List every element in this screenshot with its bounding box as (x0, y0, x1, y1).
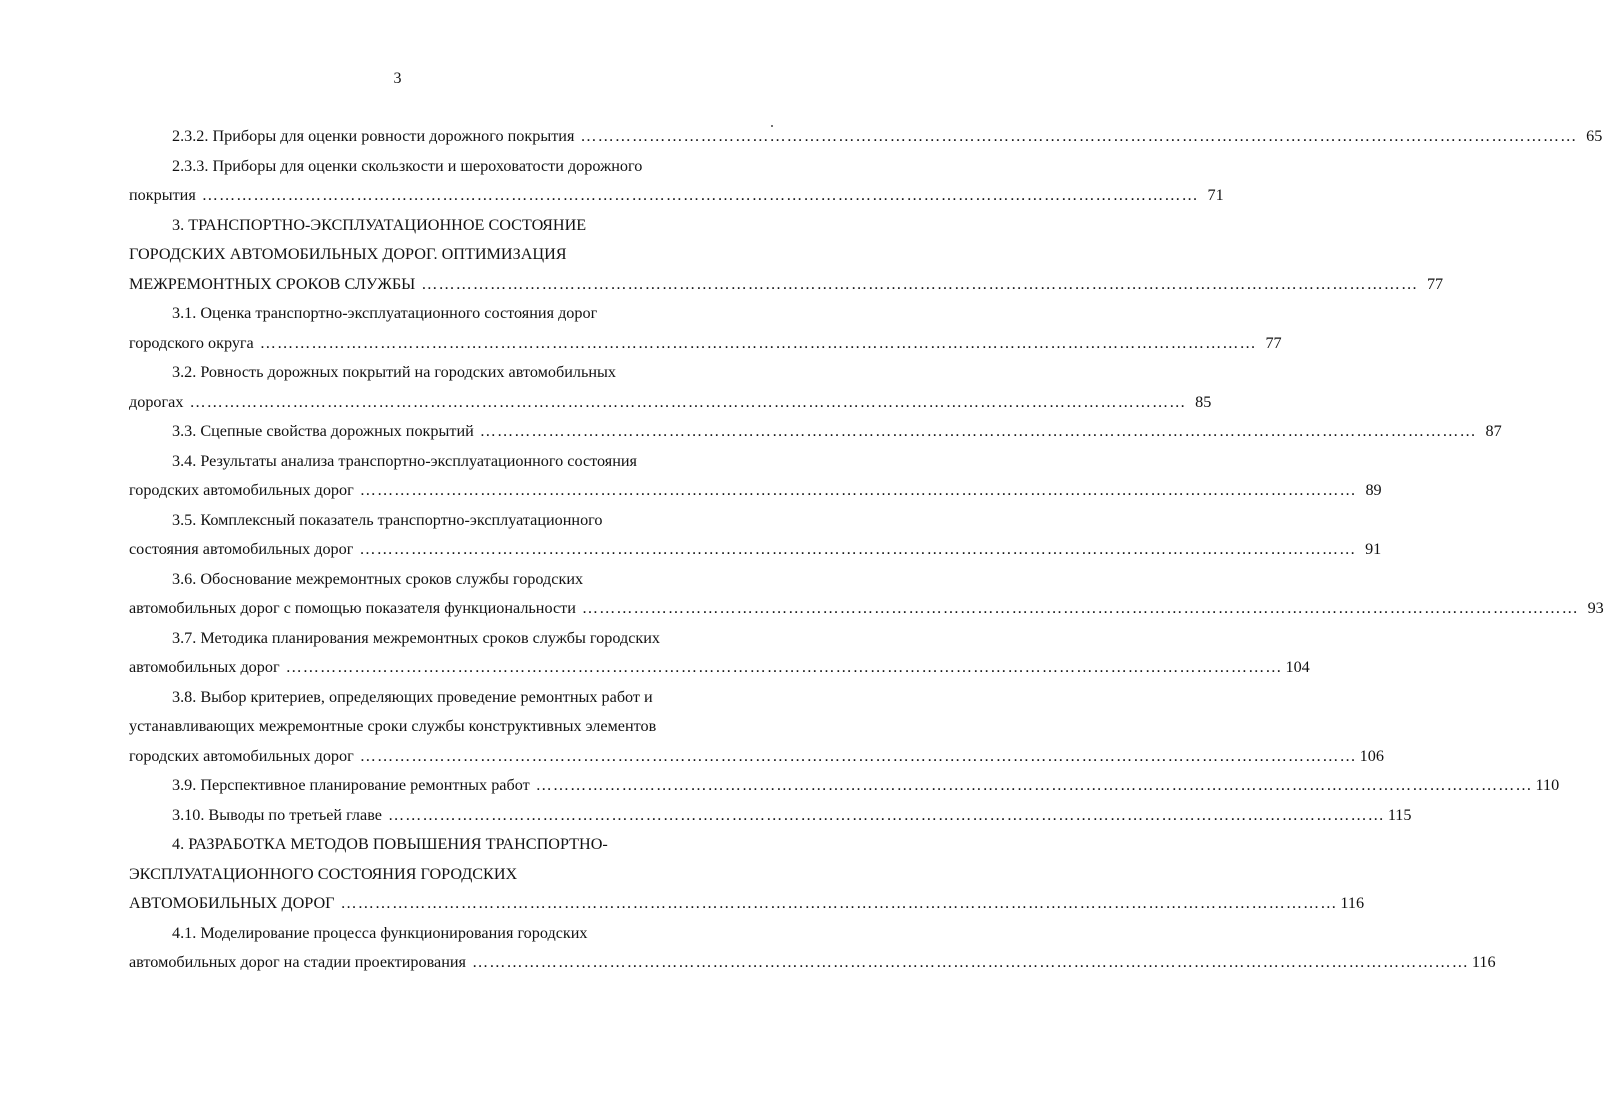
dot-leader: ………………………………………………………………………………………………………………………………………………………… (580, 127, 1578, 145)
toc-entry-title: городских автомобильных дорог (129, 746, 354, 765)
toc-page-number: 93 (1587, 599, 1604, 617)
toc-page-number: 116 (1471, 953, 1496, 971)
toc-entry-title: автомобильных дорог (129, 658, 280, 676)
toc-page-number: 87 (1485, 422, 1502, 440)
toc-entry-line: 3.1. Оценка транспортно-эксплуатационного состояния дорог (172, 304, 598, 322)
toc-entry-title: автомобильных дорог на стадии проектирования (129, 953, 466, 971)
dot-leader: ………………………………………………………………………………………………………………………………………………………… (472, 953, 1469, 971)
toc-entry-title: 3.10. Выводы по третьей главе (172, 805, 382, 824)
toc-page-number: 116 (1340, 894, 1365, 912)
toc-entry-title: городского округа (129, 333, 254, 352)
toc-entry-last-line (129, 122, 1603, 152)
toc-page-number: 89 (1365, 481, 1382, 499)
toc-entry-last-line (129, 417, 1502, 447)
toc-entry-title: 2.3.2. Приборы для оценки ровности дорожного покрытия (172, 127, 575, 145)
dot-leader: ………………………………………………………………………………………………………………………………………………………… (189, 392, 1187, 411)
toc-entry (129, 771, 1560, 801)
toc-entry-last-line (129, 535, 1382, 565)
toc-entry-last-line (129, 270, 1444, 300)
toc-entry-title: 3.3. Сцепные свойства дорожных покрытий (172, 422, 474, 440)
dot-leader: ………………………………………………………………………………………………………………………………………………………… (387, 805, 1385, 824)
toc-entry (129, 447, 1382, 506)
toc-page-number: 115 (1387, 805, 1412, 824)
toc-entry (129, 565, 1604, 624)
toc-entry-line: 4. РАЗРАБОТКА МЕТОДОВ ПОВЫШЕНИЯ ТРАНСПОРТНО- (172, 835, 608, 853)
toc-entry-last-line (129, 329, 1282, 359)
toc-entry-last-line (129, 889, 1365, 919)
toc-entry (129, 211, 1444, 300)
toc-entry-line: 4.1. Моделирование процесса функционирования городских (172, 923, 588, 942)
dot-leader: ………………………………………………………………………………………………………………………………………………………… (259, 333, 1257, 352)
page-number: 3 (393, 70, 402, 87)
toc-page-number: 85 (1195, 392, 1212, 411)
toc-entry-last-line (129, 594, 1604, 624)
toc-entry-title: дорогах (129, 392, 184, 411)
toc-entry-line: 3.4. Результаты анализа транспортно-эксплуатационного состояния (172, 451, 637, 470)
dot-leader: ………………………………………………………………………………………………………………………………………………………… (581, 599, 1579, 617)
toc-entry (129, 919, 1496, 978)
dot-leader: ………………………………………………………………………………………………………………………………………………………… (201, 186, 1199, 204)
dot-leader: ………………………………………………………………………………………………………………………………………………………… (359, 746, 1357, 765)
dot-leader: ………………………………………………………………………………………………………………………………………………………… (340, 894, 1338, 912)
toc-entry-line: устанавливающих межремонтные сроки службы конструктивных элементов (129, 717, 657, 735)
toc-entry (129, 624, 1310, 683)
dot-leader: ………………………………………………………………………………………………………………………………………………………… (285, 658, 1283, 676)
dot-leader: ………………………………………………………………………………………………………………………………………………………… (421, 274, 1419, 293)
toc-entry-line: 3.2. Ровность дорожных покрытий на городских автомобильных (172, 363, 616, 381)
toc-entry (129, 152, 1224, 211)
toc-entry (129, 506, 1382, 565)
toc-entry-last-line (129, 653, 1310, 683)
toc-page-number: 110 (1535, 776, 1560, 794)
toc-entry-last-line (129, 801, 1412, 831)
toc-entry-line: 3. ТРАНСПОРТНО-ЭКСПЛУАТАЦИОННОЕ СОСТОЯНИЕ (172, 215, 587, 234)
toc-entry-title: 3.9. Перспективное планирование ремонтных работ (172, 776, 530, 794)
toc-page-number: 91 (1365, 540, 1382, 558)
dot-leader: ………………………………………………………………………………………………………………………………………………………… (535, 776, 1533, 794)
toc-entry-title: городских автомобильных дорог (129, 481, 354, 499)
toc-entry-line: 3.7. Методика планирования межремонтных сроков службы городских (172, 628, 661, 647)
toc-page-number: 104 (1285, 658, 1310, 676)
dot-leader: ………………………………………………………………………………………………………………………………………………………… (359, 540, 1357, 558)
toc-entry-title: автомобильных дорог с помощью показателя функциональности (129, 599, 576, 617)
toc-entry-last-line (129, 771, 1560, 801)
toc-entry-last-line (129, 742, 1384, 772)
toc-page-number: 106 (1359, 746, 1384, 765)
toc-entry-title: АВТОМОБИЛЬНЫХ ДОРОГ (129, 894, 335, 912)
toc-entry (129, 683, 1384, 772)
toc-page-number: 71 (1207, 186, 1224, 204)
toc-entry-line: ГОРОДСКИХ АВТОМОБИЛЬНЫХ ДОРОГ. ОПТИМИЗАЦИЯ (129, 245, 567, 263)
toc-entry (129, 122, 1603, 152)
toc-entry-line: 3.6. Обоснование межремонтных сроков службы городских (172, 569, 584, 588)
toc-entry (129, 801, 1412, 831)
toc-entry (129, 830, 1365, 919)
toc-page-number: 77 (1426, 274, 1444, 293)
toc-page-number: 65 (1586, 127, 1603, 145)
toc-entry-last-line (129, 476, 1382, 506)
toc-entry-title: состояния автомобильных дорог (129, 540, 354, 558)
toc-entry-last-line (129, 948, 1496, 978)
dot-leader: ………………………………………………………………………………………………………………………………………………………… (359, 481, 1357, 499)
toc-entry-last-line (129, 181, 1224, 211)
toc-entry-line: ЭКСПЛУАТАЦИОННОГО СОСТОЯНИЯ ГОРОДСКИХ (129, 864, 518, 883)
toc-entry-line: 3.8. Выбор критериев, определяющих проведение ремонтных работ и (172, 687, 653, 706)
toc-page-number: 77 (1265, 333, 1282, 352)
dot-leader: ………………………………………………………………………………………………………………………………………………………… (479, 422, 1477, 440)
toc-entry-title: МЕЖРЕМОНТНЫХ СРОКОВ СЛУЖБЫ (129, 274, 416, 293)
toc-entry (129, 358, 1212, 417)
toc-entry-line: 2.3.3. Приборы для оценки скользкости и шероховатости дорожного (172, 156, 643, 175)
toc-entry (129, 417, 1502, 447)
toc-entry-title: покрытия (129, 186, 196, 204)
toc-entry (129, 299, 1282, 358)
table-of-contents (129, 122, 1604, 978)
toc-entry-last-line (129, 388, 1212, 418)
toc-entry-line: 3.5. Комплексный показатель транспортно-эксплуатационного (172, 510, 603, 529)
